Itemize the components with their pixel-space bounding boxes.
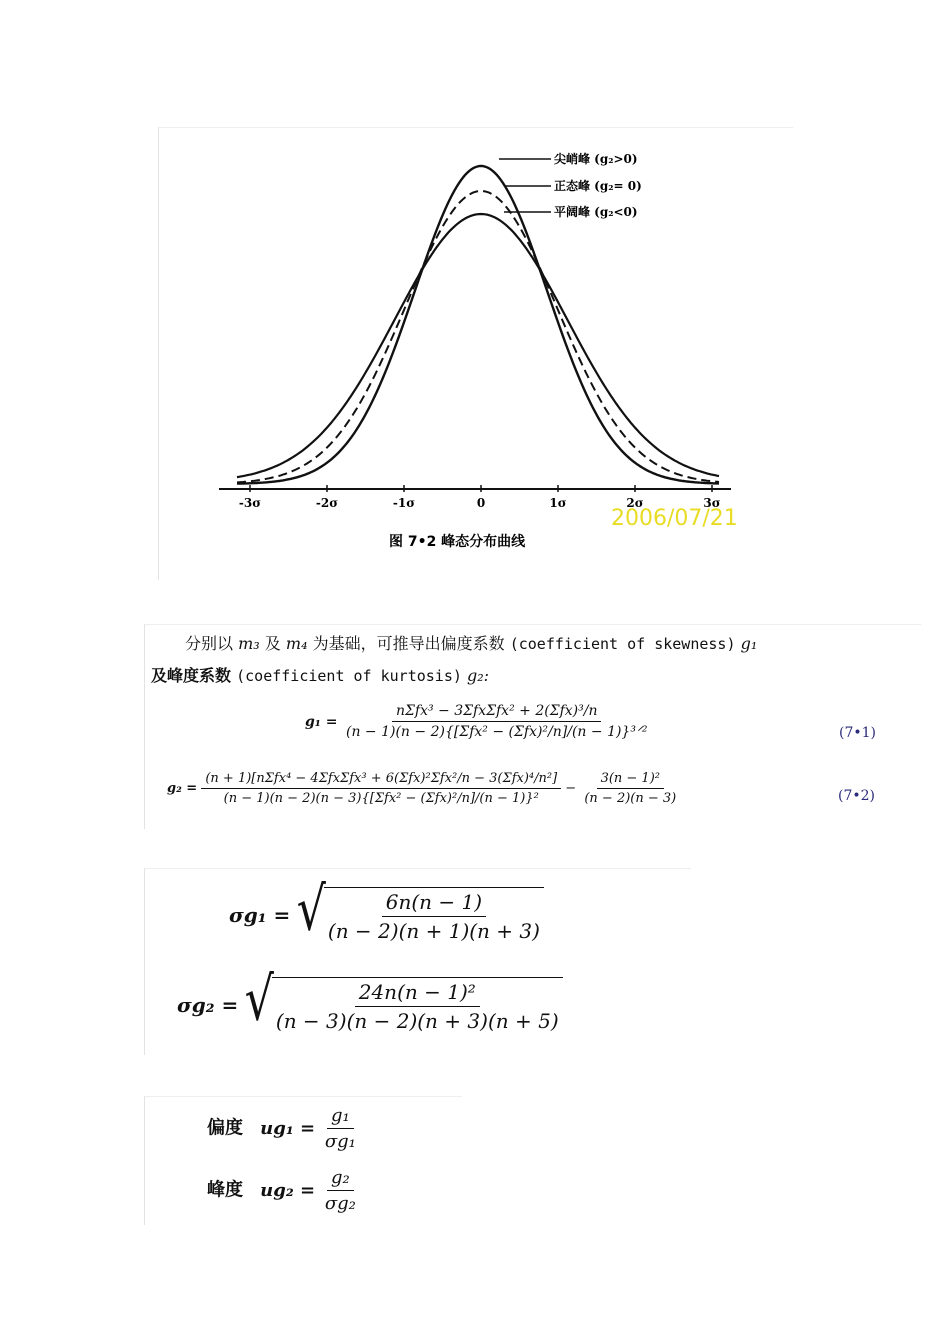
radical-sign: √ (296, 873, 326, 944)
u-skew-fraction (321, 1105, 360, 1152)
date-stamp: 2006/07/21 (611, 506, 738, 531)
x-tick-label: -3σ (238, 496, 262, 510)
platykurtic-curve (237, 214, 719, 477)
eq1-numerator: nΣfx³ − 3ΣfxΣfx² + 2(Σfx)³/n (392, 703, 602, 722)
sigma-g1-fraction (324, 890, 544, 943)
equation-7-2 (167, 771, 680, 806)
x-tick-label: -1σ (392, 496, 416, 510)
u-kurt-equation (207, 1167, 360, 1214)
eq2-denominator: (n − 1)(n − 2)(n − 3){[Σfx² − (Σfx)²/n]/(n − 1)}² (223, 791, 539, 806)
x-tick-label: 2σ (626, 496, 644, 510)
text-mid: 为基础，可推导出偏度系数 (312, 634, 505, 653)
x-tick-label: -2σ (315, 496, 339, 510)
u-kurt-lhs: ug₂ = (260, 1180, 316, 1201)
sigma-g2-numerator: 24n(n − 1)² (355, 980, 480, 1007)
sigma-g2-denominator: (n − 3)(n − 2)(n + 3)(n + 5) (275, 1009, 559, 1033)
u-skew-equation (207, 1105, 360, 1152)
figure-caption: 图 7•2 峰态分布曲线 (389, 534, 526, 550)
eq2-lhs: g₂ = (167, 781, 198, 796)
sigma-g2-fraction (272, 980, 563, 1033)
u-kurt-numerator: g₂ (327, 1167, 354, 1191)
eq2-correction-denominator: (n − 2)(n − 3) (584, 791, 677, 806)
kurtosis-curves-svg (159, 128, 793, 580)
u-skew-lhs: ug₁ = (260, 1118, 316, 1139)
eq1-denominator: (n − 1)(n − 2){[Σfx² − (Σfx)²/n]/(n − 1)}³ᐟ² (345, 724, 648, 740)
text-and: 及 (264, 634, 281, 653)
eq1-fraction (342, 703, 652, 740)
u-test-formulas (144, 1096, 462, 1225)
skew-kurtosis-text (144, 624, 921, 829)
sigma-g1-lhs: σg₁ = (229, 903, 291, 927)
intro-line-1 (185, 631, 757, 654)
eq2-correction-numerator: 3(n − 1)² (597, 771, 664, 789)
sigma-g2-equation (177, 963, 563, 1034)
skewness-english: (coefficient of skewness) (509, 635, 736, 653)
u-kurt-denominator: σg₂ (324, 1193, 356, 1214)
sigma-g2-lhs: σg₂ = (177, 993, 239, 1017)
symbol-g2: g₂: (466, 666, 490, 685)
u-kurt-fraction (321, 1167, 360, 1214)
x-tick-label: 1σ (549, 496, 567, 510)
intro-line-2 (151, 663, 489, 686)
x-tick-label: 3σ (703, 496, 721, 510)
eq2-minus: − (565, 781, 577, 796)
sigma-g1-numerator: 6n(n − 1) (382, 890, 486, 917)
sigma-g1-sqrt (296, 873, 544, 944)
eq1-number: (7•1) (839, 725, 876, 741)
u-skew-denominator: σg₁ (324, 1131, 356, 1152)
eq2-number: (7•2) (838, 788, 875, 804)
equation-7-1 (305, 703, 652, 740)
label-platykurtic: 平阔峰 (g₂<0) (554, 205, 638, 219)
eq2-fraction-main (201, 771, 561, 806)
sigma-g1-equation (229, 873, 544, 944)
sigma-g1-denominator: (n − 2)(n + 1)(n + 3) (327, 919, 540, 943)
symbol-g1: g₁ (740, 634, 758, 653)
radical-sign: √ (244, 963, 274, 1034)
kurtosis-label: 峰度 (207, 1179, 243, 1201)
eq1-lhs: g₁ = (305, 713, 338, 730)
sigma-g2-sqrt (244, 963, 563, 1034)
u-skew-numerator: g₁ (327, 1105, 354, 1129)
text-prefix: 分别以 (185, 634, 234, 653)
label-normal: 正态峰 (g₂= 0) (554, 179, 642, 193)
symbol-m4: m₄ (285, 634, 308, 653)
kurtosis-figure (158, 127, 793, 580)
label-leptokurtic: 尖峭峰 (g₂>0) (554, 152, 638, 166)
symbol-m3: m₃ (238, 634, 260, 653)
eq2-numerator: (n + 1)[nΣfx⁴ − 4ΣfxΣfx³ + 6(Σfx)²Σfx²/n − 3(Σfx)⁴/n²] (201, 771, 561, 789)
kurtosis-english: (coefficient of kurtosis) (236, 667, 462, 685)
text-kurtosis-prefix: 及峰度系数 (151, 666, 232, 685)
standard-error-formulas (144, 868, 691, 1055)
x-tick-label: 0 (476, 496, 486, 510)
skewness-label: 偏度 (207, 1117, 243, 1139)
eq2-fraction-correction (580, 771, 680, 806)
